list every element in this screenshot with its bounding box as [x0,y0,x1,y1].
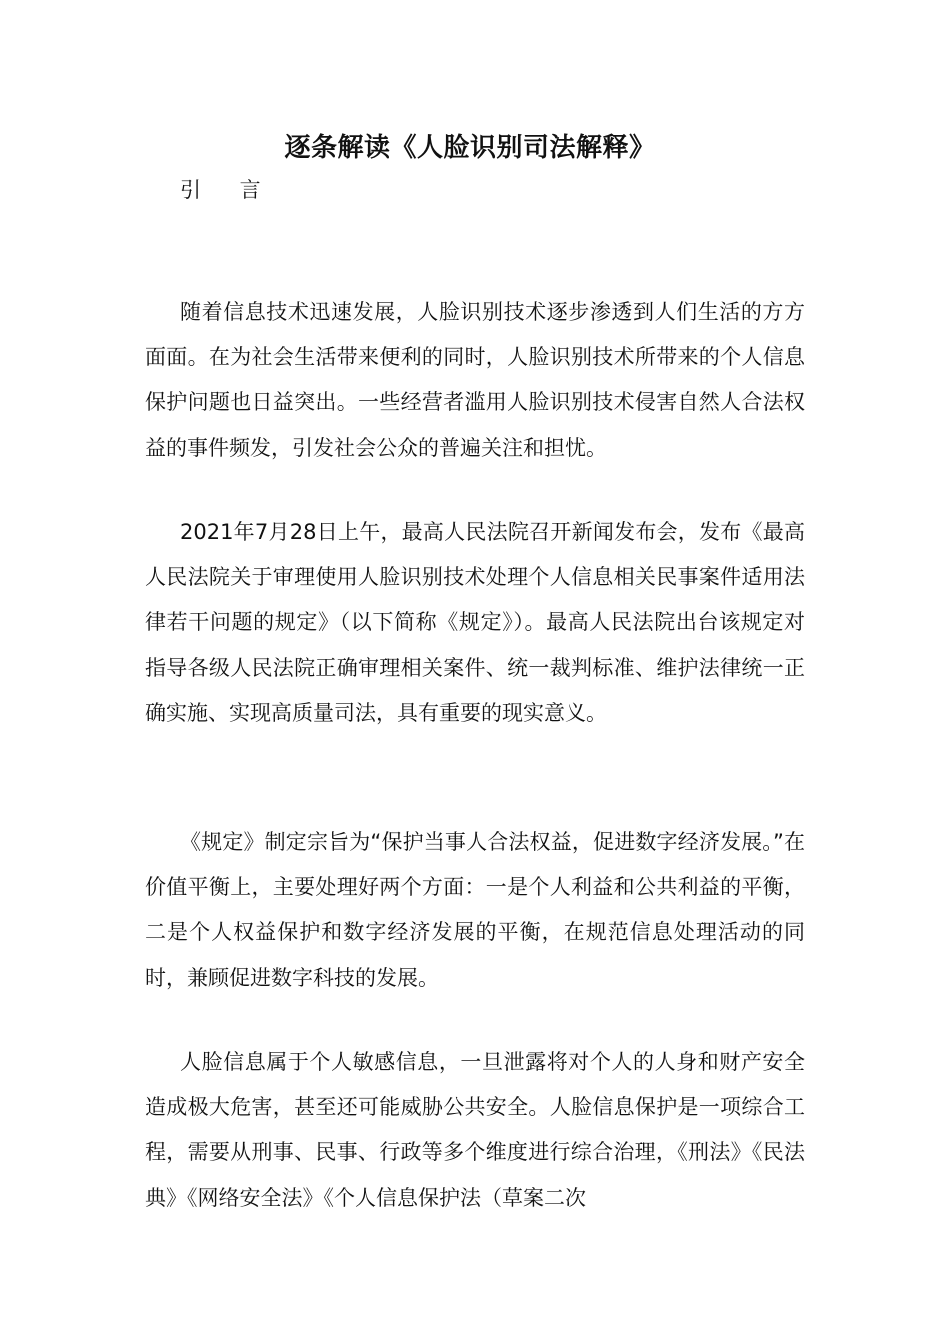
paragraph-1: 随着信息技术迅速发展，人脸识别技术逐步渗透到人们生活的方方面面。在为社会生活带来便利的同时，人脸识别技术所带来的个人信息保护问题也日益突出。一些经营者滥用人脸识别技术侵害自然人合法权益的事件频发，引发社会公众的普遍关注和担忧。 [145,300,805,460]
paragraph-2: 2021年7月28日上午，最高人民法院召开新闻发布会，发布《最高人民法院关于审理使用人脸识别技术处理个人信息相关民事案件适用法律若干问题的规定》（以下简称《规定》）。最高人民法院出台该规定对指导各级人民法院正确审理相关案件、统一裁判标准、维护法律统一正确实施、实现高质量司法，具有重要的现实意义。 [145,520,805,725]
intro-heading: 引 言 [180,178,277,202]
paragraph-4: 人脸信息属于个人敏感信息，一旦泄露将对个人的人身和财产安全造成极大危害，甚至还可能威胁公共安全。人脸信息保护是一项综合工程，需要从刑事、民事、行政等多个维度进行综合治理，《刑法》《民法典》《网络安全法》《个人信息保护法（草案二次 [145,1050,805,1210]
document-title: 逐条解读《人脸识别司法解释》 [284,133,656,163]
paragraph-3: 《规定》制定宗旨为“保护当事人合法权益，促进数字经济发展。”在价值平衡上，主要处理好两个方面：一是个人利益和公共利益的平衡，二是个人权益保护和数字经济发展的平衡，在规范信息处理活动的同时，兼顾促进数字科技的发展。 [145,830,805,990]
